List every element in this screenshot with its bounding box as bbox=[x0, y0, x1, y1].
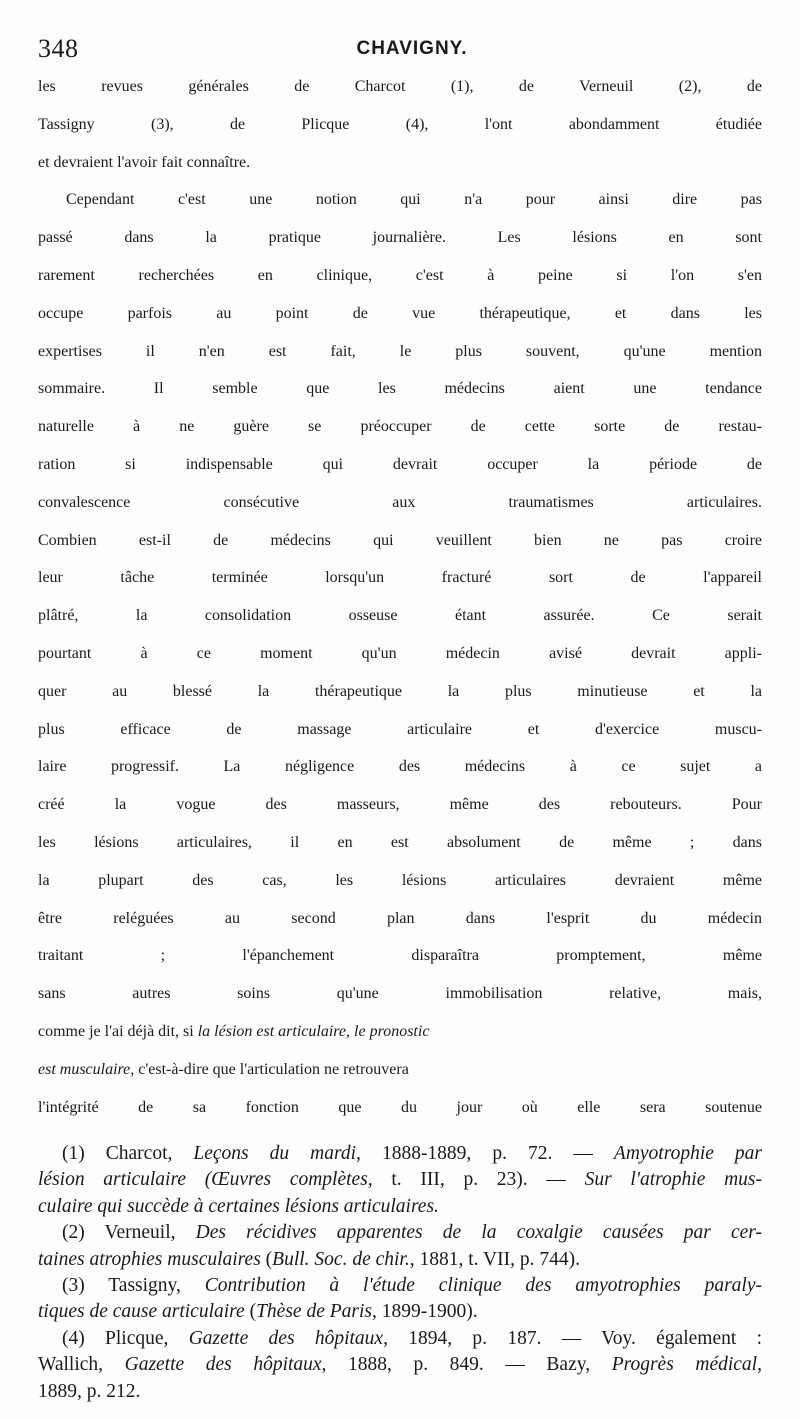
text-run: 1899-1900). bbox=[376, 1301, 478, 1323]
italic-run: tiques de cause articulaire bbox=[38, 1301, 245, 1323]
text-line: plus efficace de massage articulaire et d'exercice muscu- bbox=[38, 720, 762, 738]
text-line: expertises il n'en est fait, le plus souvent, qu'une mention bbox=[38, 342, 762, 360]
running-head: CHAVIGNY. bbox=[356, 38, 468, 59]
italic-run: Leçons du mardi, bbox=[193, 1143, 361, 1164]
text-line: occupe parfois au point de vue thérapeutique, et dans les bbox=[38, 304, 762, 322]
text-line: sans autres soins qu'une immobilisation relative, mais, bbox=[38, 985, 762, 1003]
italic-run: Progrès médical, bbox=[611, 1354, 762, 1376]
text-run: 1894, p. 187. — Voy. également : bbox=[387, 1327, 762, 1349]
text-line: traitant ; l'épanchement disparaîtra promptement, même bbox=[38, 947, 762, 965]
text-run: (1) Charcot, bbox=[62, 1143, 194, 1164]
italic-run: Des récidives apparentes de la coxalgie causées par cer- bbox=[195, 1222, 762, 1244]
text-line: quer au blessé la thérapeutique la plus minutieuse et la bbox=[38, 682, 762, 700]
text-line: Tassigny (3), de Plicque (4), l'ont abondamment étudiée bbox=[38, 115, 762, 133]
italic-run: est musculaire, bbox=[38, 1060, 135, 1078]
text-run: comme je l'ai déjà dit, si bbox=[38, 1022, 198, 1040]
footnotes bbox=[38, 1141, 762, 1405]
italic-run: Gazette des hôpitaux, bbox=[188, 1327, 388, 1349]
italic-run: taines atrophies musculaires bbox=[38, 1248, 261, 1270]
text-line: rarement recherchées en clinique, c'est à peine si l'on s'en bbox=[38, 266, 762, 284]
italic-run: Contribution à l'étude clinique des amyotrophies paraly- bbox=[204, 1274, 762, 1296]
footnote-3-line bbox=[38, 1299, 762, 1325]
footnote-4-line: 1889, p. 212. bbox=[38, 1380, 141, 1402]
italic-run: Amyotrophie par bbox=[613, 1143, 762, 1164]
footnote-2-line bbox=[38, 1247, 762, 1273]
text-line: Combien est-il de médecins qui veuillent bien ne pas croire bbox=[38, 531, 762, 549]
italic-run: Œuvres complètes, bbox=[211, 1169, 373, 1191]
text-run: t. III, p. 23). — bbox=[372, 1169, 585, 1191]
text-run: 1888-1889, p. 72. — bbox=[360, 1143, 614, 1164]
text-line: les lésions articulaires, il en est absolument de même ; dans bbox=[38, 833, 762, 851]
text-line: ration si indispensable qui devrait occuper la période de bbox=[38, 455, 762, 473]
text-line: pourtant à ce moment qu'un médecin avisé devrait appli- bbox=[38, 644, 762, 662]
body-text bbox=[38, 78, 762, 1136]
text-run: (4) Plicque, bbox=[62, 1327, 189, 1349]
text-line: convalescence consécutive aux traumatismes articulaires. bbox=[38, 493, 762, 511]
text-line: leur tâche terminée lorsqu'un fracturé sort de l'appareil bbox=[38, 569, 762, 587]
text-run: Wallich, bbox=[38, 1354, 125, 1376]
page-number: 348 bbox=[38, 34, 79, 63]
text-line: l'intégrité de sa fonction que du jour où elle sera soutenue bbox=[38, 1098, 762, 1116]
text-run: ( bbox=[244, 1301, 257, 1323]
italic-run: lésion articulaire ( bbox=[38, 1169, 212, 1191]
text-line: la plupart des cas, les lésions articulaires devraient même bbox=[38, 871, 762, 889]
text-line bbox=[38, 1023, 762, 1061]
text-line: plâtré, la consolidation osseuse étant assurée. Ce serait bbox=[38, 607, 762, 625]
italic-run: Gazette des hôpitaux, bbox=[124, 1354, 327, 1376]
footnote-1-line bbox=[38, 1167, 762, 1193]
text-line bbox=[38, 1061, 762, 1099]
text-line: et devraient l'avoir fait connaître. bbox=[38, 153, 251, 171]
italic-run: Sur l'atrophie mus- bbox=[584, 1169, 762, 1191]
text-line: passé dans la pratique journalière. Les lésions en sont bbox=[38, 229, 762, 247]
page-header bbox=[38, 34, 762, 68]
text-line: créé la vogue des masseurs, même des rebouteurs. Pour bbox=[38, 796, 762, 814]
footnote-4-line bbox=[38, 1352, 762, 1378]
footnote-1-line bbox=[38, 1141, 762, 1167]
text-run: 1881, t. VII, p. 744). bbox=[414, 1248, 580, 1270]
footnote-2-line bbox=[38, 1220, 762, 1246]
footnote-3-line bbox=[38, 1273, 762, 1299]
footnote-1-line bbox=[38, 1194, 762, 1220]
text-line: laire progressif. La négligence des médecins à ce sujet a bbox=[38, 758, 762, 776]
text-run: c'est-à-dire que l'articulation ne retrouvera bbox=[134, 1060, 409, 1078]
italic-run: culaire qui succède à certaines lésions articulaires. bbox=[38, 1195, 439, 1217]
text-run: ( bbox=[260, 1248, 273, 1270]
footnote-4-line bbox=[38, 1326, 762, 1352]
italic-run: Bull. Soc. de chir., bbox=[272, 1248, 415, 1270]
text-line: être reléguées au second plan dans l'esprit du médecin bbox=[38, 909, 762, 927]
text-run: (2) Verneuil, bbox=[62, 1222, 196, 1244]
text-line: sommaire. Il semble que les médecins aient une tendance bbox=[38, 380, 762, 398]
text-line: les revues générales de Charcot (1), de Verneuil (2), de bbox=[38, 78, 762, 95]
text-line: naturelle à ne guère se préoccuper de cette sorte de restau- bbox=[38, 418, 762, 436]
text-run: 1888, p. 849. — Bazy, bbox=[326, 1354, 612, 1376]
italic-run: Thèse de Paris, bbox=[256, 1301, 377, 1323]
text-line: Cependant c'est une notion qui n'a pour ainsi dire pas bbox=[66, 191, 762, 209]
italic-run: la lésion est articulaire, le pronostic bbox=[197, 1022, 430, 1040]
text-run: (3) Tassigny, bbox=[62, 1274, 205, 1296]
